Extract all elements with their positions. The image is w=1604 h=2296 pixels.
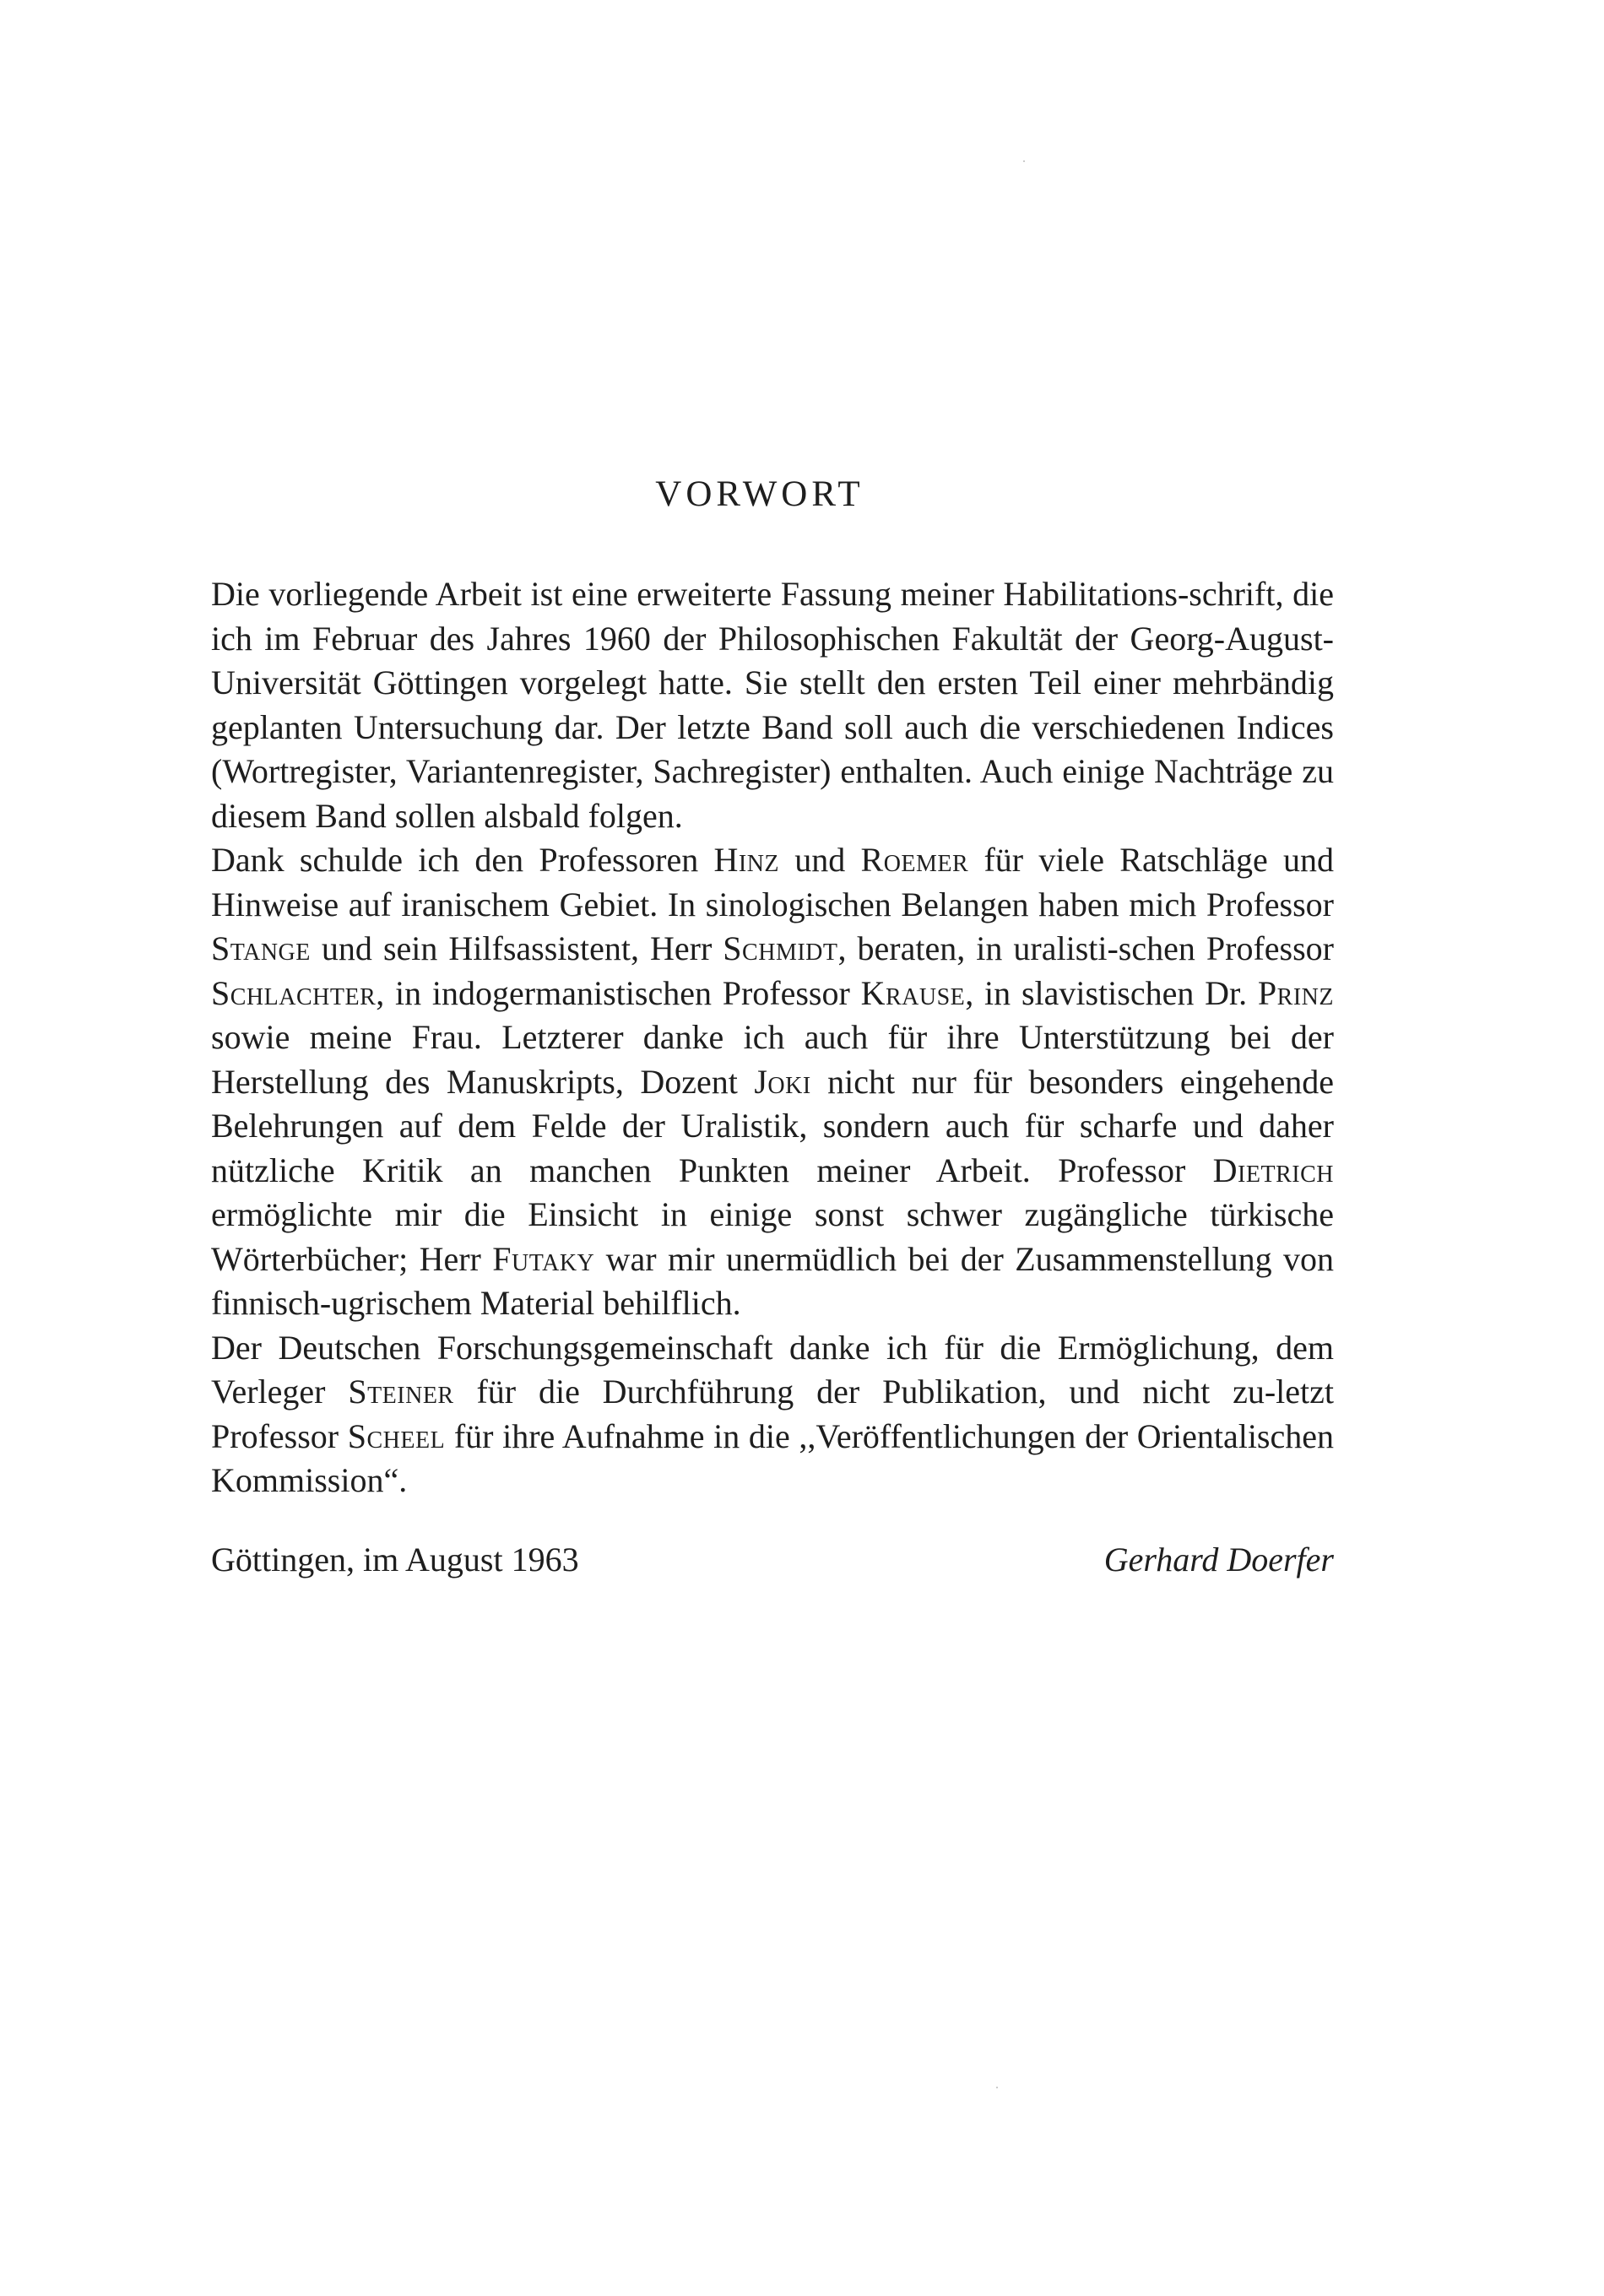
text-run: ermöglichte mir die Einsicht in einige sonst schwer zugängliche türkische Wörterbücher; Herr bbox=[211, 1195, 1334, 1278]
text-run: für ihre Aufnahme in die ,,Veröffentlichungen der Orientalischen Kommission“. bbox=[211, 1416, 1335, 1499]
text-run: Die vorliegende Arbeit ist eine erweiterte Fassung meiner Habilitations-schrift, die ich im Februar des Jahres 1960 der Philosophischen Fakultät der Georg-August-Universität Göttingen vorgelegt hatte. Sie stellt den ersten Teil einer mehrbändig geplanten Untersuchung dar. Der letzte Band soll auch die verschiedenen Indices (Wortregister, Variantenregister, Sachregister) enthalten. Auch einige Nachträge zu diesem Band sollen alsbald folgen. bbox=[211, 575, 1334, 835]
text-run: Der Deutschen Forschungsgemeinschaft danke ich für die Ermöglichung, dem Verleger bbox=[211, 1328, 1334, 1411]
person-name: Futaky bbox=[492, 1239, 595, 1278]
text-run: Dank schulde ich den Professoren bbox=[211, 841, 714, 879]
scan-speck bbox=[1023, 160, 1025, 162]
person-name: Scheel bbox=[347, 1416, 446, 1455]
text-run: , in indogermanistischen Professor bbox=[376, 973, 861, 1012]
person-name: Steiner bbox=[348, 1373, 454, 1411]
person-name: Joki bbox=[754, 1062, 811, 1101]
text-run: und sein Hilfsassistent, Herr bbox=[310, 929, 723, 967]
place-date: Göttingen, im August 1963 bbox=[211, 1541, 579, 1578]
paragraph bbox=[211, 572, 1334, 838]
text-run: nicht nur für besonders eingehende Belehrungen auf dem Felde der Uralistik, sondern auch für scharfe und daher nützliche Kritik an manchen Punkten meiner Arbeit. Professor bbox=[211, 1062, 1335, 1189]
text-run: war mir unermüdlich bei der Zusammenstellung von finnisch-ugrischem Material behilflich. bbox=[211, 1239, 1334, 1322]
person-name: Hinz bbox=[713, 841, 780, 879]
person-name: Roemer bbox=[860, 841, 969, 879]
paragraph bbox=[211, 838, 1334, 1326]
page-title: VORWORT bbox=[655, 474, 864, 514]
person-name: Schmidt bbox=[723, 929, 838, 967]
text-run: für die Durchführung der Publikation, und nicht zu-letzt Professor bbox=[211, 1373, 1334, 1455]
person-name: Prinz bbox=[1257, 973, 1334, 1012]
person-name: Schlachter bbox=[211, 973, 377, 1012]
person-name: Stange bbox=[211, 929, 311, 967]
paragraph bbox=[211, 1326, 1334, 1503]
scan-speck bbox=[996, 2087, 998, 2088]
author-signature: Gerhard Doerfer bbox=[1103, 1541, 1334, 1578]
person-name: Dietrich bbox=[1212, 1151, 1334, 1189]
preface-body bbox=[211, 572, 1334, 1503]
text-run: für viele Ratschläge und Hinweise auf iranischem Gebiet. In sinologischen Belangen haben mich Professor bbox=[211, 841, 1335, 923]
text-run: , in slavistischen Dr. bbox=[965, 973, 1258, 1012]
text-run: sowie meine Frau. Letzterer danke ich auch für ihre Unterstützung bei der Herstellung des Manuskripts, Dozent bbox=[211, 1018, 1334, 1101]
text-run: , beraten, in uralisti-schen Professor bbox=[837, 929, 1334, 967]
text-run: und bbox=[779, 841, 861, 879]
person-name: Krause bbox=[860, 973, 966, 1012]
